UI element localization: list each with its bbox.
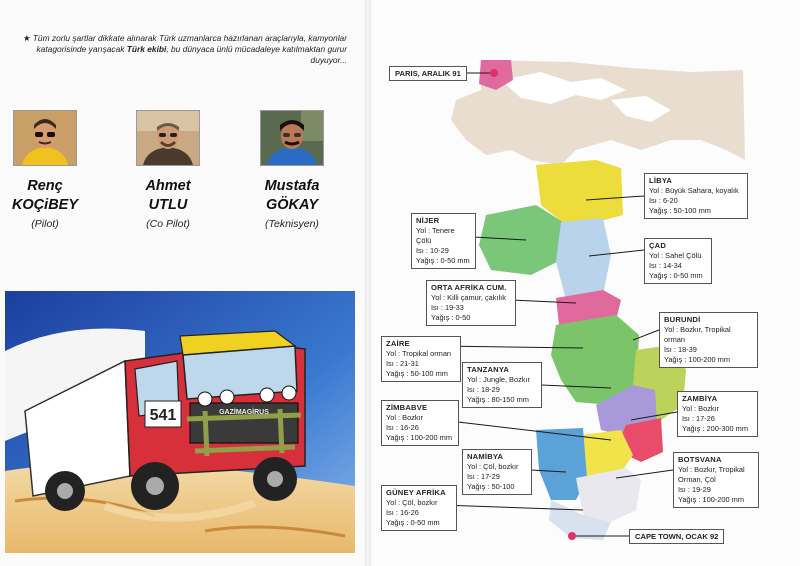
left-page [0,0,365,566]
callout-libya [644,173,748,219]
pilot-first-name: Renç [27,178,63,194]
callout-line: Yol : Bozkır, Tropikal orman [664,325,731,344]
callout-line: Orman, Çöl [678,475,716,484]
callout-line: Isı : 14-34 [649,261,682,270]
pilot-photo [13,110,77,166]
callout-line: Isı : 16-26 [386,423,419,432]
pilot-last-name: KOÇiBEY [11,197,79,213]
callout-line: ZİMBABVE [386,403,428,412]
callout-line: Yol : Tenere Çölü [416,226,455,245]
callout-line: Yağış : 50-100 mm [649,206,711,215]
callout-line: LİBYA [649,176,673,185]
callout-line: Yol : Bozkır [682,404,720,413]
callout-line: Yağış : 0-50 [431,313,471,322]
callout-line: Yol : Sahel Çölü [649,251,702,260]
co-pilot-photo [136,110,200,166]
technician-last-name: GÖKAY [265,197,319,213]
callout-line: Isı : 10-29 [416,246,449,255]
callout-line: Yağış : 0-50 mm [649,271,703,280]
callout-line: Yol : Jungle, Bozkır [467,375,530,384]
callout-line: Yol : Çöl, bozkır [467,462,519,471]
star-icon: ★ [22,33,31,43]
callout-line: Isı : 18-39 [664,345,697,354]
callout-botswana [673,452,759,508]
callout-line: GÜNEY AFRİKA [386,488,446,497]
callout-zimbabwe [381,400,459,446]
callout-line: Yağış : 50-100 [467,482,515,491]
finish-city-label: CAPE TOWN, OCAK 92 [629,529,724,544]
callout-line: Yol : Çöl, bozkır [386,498,438,507]
technician-photo [260,110,324,166]
pilot-role: (Pilot) [31,218,59,230]
callout-line: Yol : Tropikal orman [386,349,452,358]
intro-highlight: Türk ekibi [126,44,167,54]
callout-line: NİJER [416,216,440,225]
callout-line: Yağış : 80-150 mm [467,395,529,404]
callout-line: Isı : 19-33 [431,303,464,312]
callout-line: ÇAD [649,241,667,250]
callout-line: TANZANYA [467,365,510,374]
callout-line: Yol : Büyük Sahara, koyalık [649,186,739,195]
technician-role: (Teknisyen) [265,218,319,230]
chad-region [556,218,611,300]
callout-line: Isı : 17-26 [682,414,715,423]
callout-zaire [381,336,461,382]
crew-member-pilot [0,110,100,230]
callout-line: Isı : 6-20 [649,196,678,205]
callout-line: Yağış : 0-50 mm [386,518,440,527]
callout-niger [411,213,476,269]
co-pilot-first-name: Ahmet [145,178,191,194]
right-page [371,0,800,566]
intro-text-after: , bu dünyaca ünlü mücadaleye katılmaktan gurur duyuyor... [166,44,347,65]
intro-text-before: Tüm zorlu şartlar dikkate alınarak Türk uzmanlarca hazırlanan araçlarıyla, kamyonlar katagorisinde yarışacak [30,33,347,54]
callout-line: Yağış : 50-100 mm [386,369,448,378]
start-city-label: PARIS, ARALIK 91 [389,66,467,81]
crew-member-technician [237,110,347,230]
callout-line: BOTSVANA [678,455,722,464]
co-pilot-role: (Co Pilot) [146,218,190,230]
callout-line: Isı : 18-29 [467,385,500,394]
callout-tanzania [462,362,542,408]
technician-first-name: Mustafa [264,178,320,194]
callout-line: Yağış : 0-50 mm [416,256,470,265]
truck-grille-brand: GAZİMAGİRUS [219,409,269,416]
intro-text [14,33,347,66]
callout-line: ZAMBİYA [682,394,718,403]
callout-line: Yağış : 100-200 mm [386,433,452,442]
co-pilot-last-name: UTLU [148,197,188,213]
callout-chad [644,238,712,284]
callout-line: Isı : 16-26 [386,508,419,517]
callout-line: Yağış : 100-200 mm [678,495,744,504]
paris-marker [490,69,498,77]
cape-town-marker [568,532,576,540]
callout-line: Yağış : 100-200 mm [664,355,730,364]
truck-illustration [5,291,355,553]
callout-line: Yol : Bozkır [386,413,424,422]
callout-central-african-republic [426,280,516,326]
callout-line: Isı : 19-29 [678,485,711,494]
callout-line: NAMİBYA [467,452,504,461]
callout-line: ZAİRE [386,339,410,348]
callout-namibia [462,449,532,495]
callout-line: ORTA AFRİKA CUM. [431,283,507,292]
callout-line: Yol : Killi çamur, çakılık [431,293,506,302]
callout-line: Yağış : 200-300 mm [682,424,748,433]
callout-burundi [659,312,758,368]
callout-line: BURUNDİ [664,315,701,324]
crew-member-co-pilot [113,110,223,230]
callout-zambia [677,391,758,437]
callout-line: Isı : 17-29 [467,472,500,481]
callout-line: Isı : 21-31 [386,359,419,368]
callout-line: Yol : Bozkır, Tropikal [678,465,745,474]
truck-race-number: 541 [149,407,177,424]
callout-south-africa [381,485,457,531]
